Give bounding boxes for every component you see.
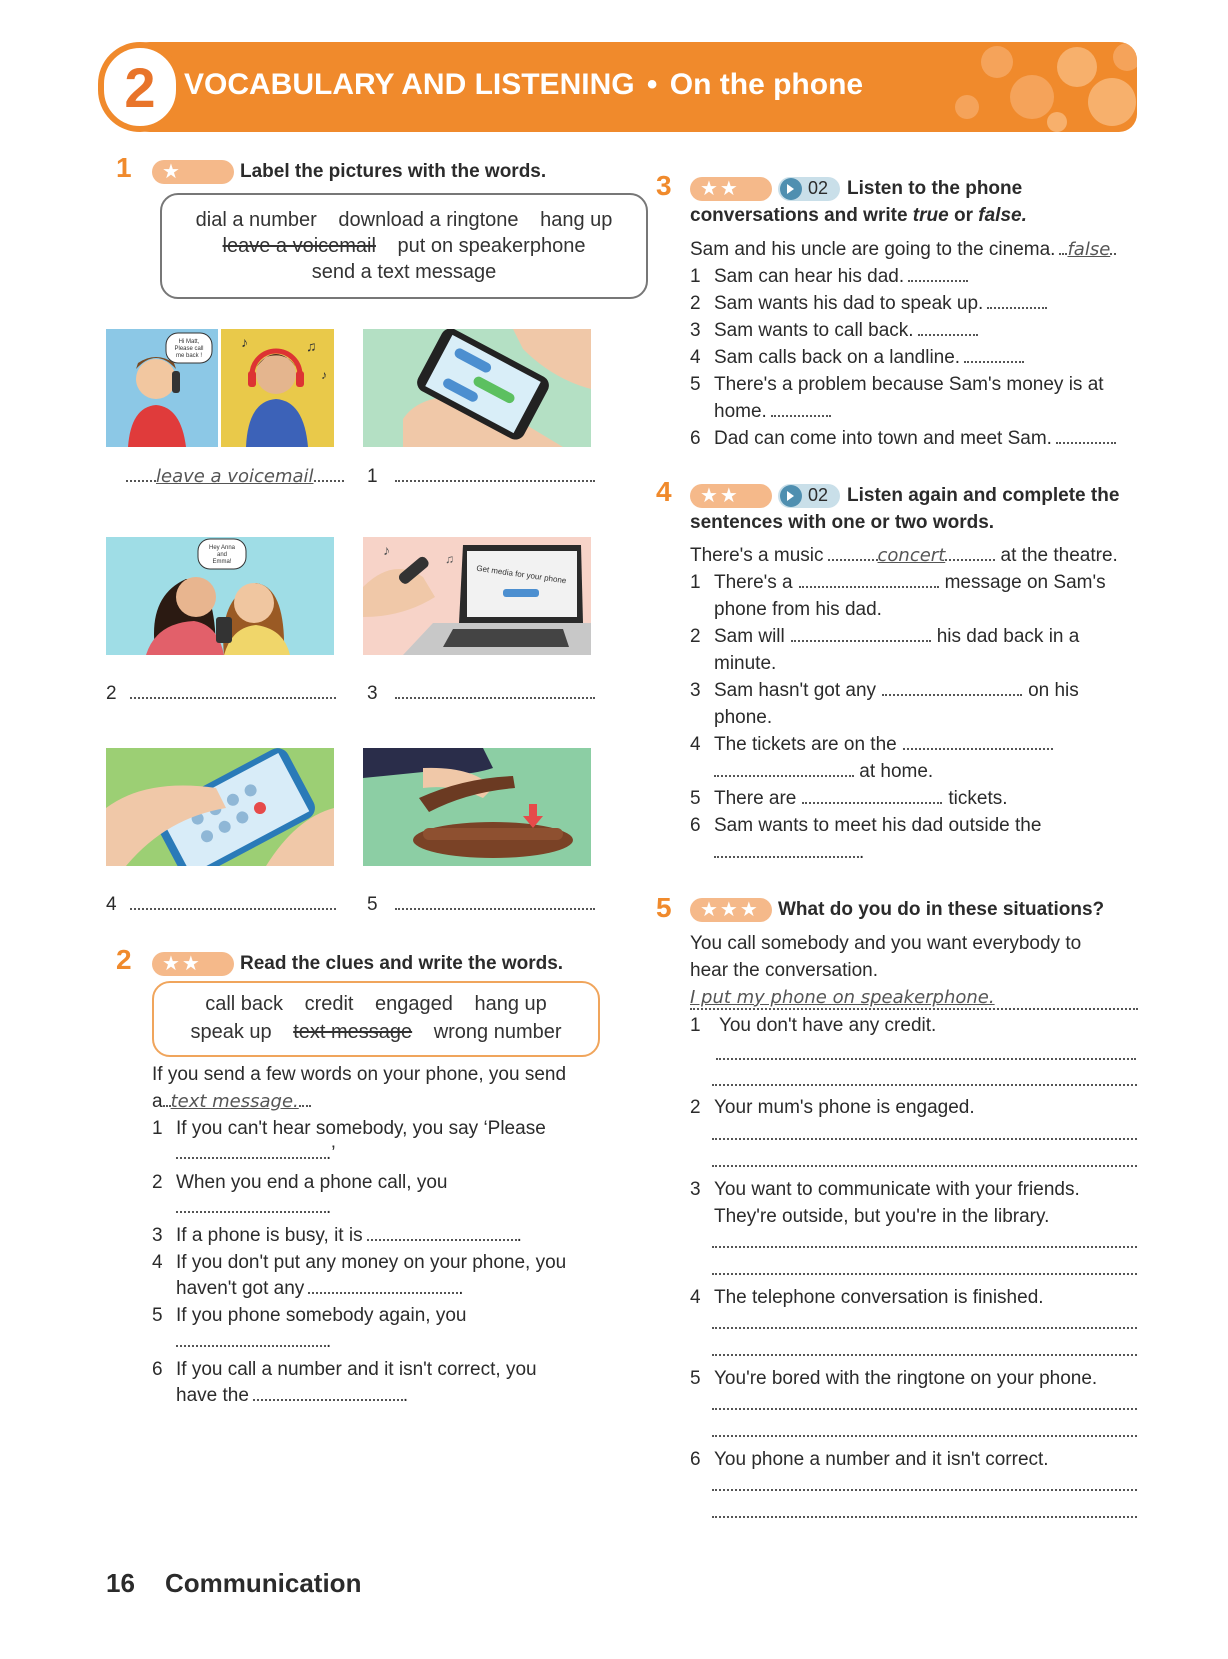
ex1-item-4: [106, 894, 336, 916]
ex3-item-6: 6 Dad can come into town and meet Sam.: [690, 425, 1116, 452]
picture-2-speakerphone: [106, 537, 334, 655]
ex4-item-4: 4 The tickets are on the: [690, 731, 1053, 758]
answer-blank[interactable]: [130, 685, 336, 699]
word-chip: hang up: [540, 209, 613, 231]
svg-text:♫: ♫: [445, 552, 454, 566]
ex5-instruction: What do you do in these situations?: [778, 899, 1105, 920]
svg-text:♪: ♪: [321, 368, 327, 382]
example-answer: I put my phone on speakerphone.: [690, 987, 995, 1008]
ex3-stars: ★★: [690, 177, 772, 201]
answer-blank[interactable]: [918, 322, 978, 336]
ex4-item-4-line2: at home.: [714, 758, 933, 785]
ex1-stars: ★: [152, 160, 234, 184]
answer-line[interactable]: [716, 1058, 1136, 1060]
ex4-example: There's a music concert at the theatre.: [690, 545, 1118, 566]
ex5-number: 5: [656, 892, 672, 923]
section-title: VOCABULARY AND LISTENING: [184, 68, 635, 101]
ex3-item-3: 3 Sam wants to call back.: [690, 317, 978, 344]
ex3-instruction-l1: Listen to the phone: [847, 178, 1023, 199]
unit-number: 2: [98, 42, 182, 132]
ex2-number: 2: [116, 944, 132, 975]
answer-line[interactable]: [712, 1435, 1137, 1437]
ex1-example-label: [126, 466, 344, 488]
title-separator: •: [646, 68, 658, 101]
answer-line[interactable]: [712, 1165, 1137, 1167]
ex2-word-box: [152, 981, 600, 1057]
answer-blank[interactable]: [367, 1227, 517, 1241]
answer-line[interactable]: [712, 1246, 1137, 1248]
picture-4-dial: [106, 748, 334, 866]
decorative-pattern: [937, 42, 1137, 132]
example-answer: leave a voicemail: [156, 466, 314, 487]
ex4-item-1: 1 There's a message on Sam's: [690, 572, 1106, 593]
word-chip: engaged: [375, 993, 453, 1015]
ex3-item-5-line2: home.: [714, 398, 831, 425]
ex2-item-3: 3 If a phone is busy, it is .: [152, 1225, 522, 1246]
ex4-item-6-line2: .: [714, 839, 864, 866]
ex2-item-4-line2: haven't got any .: [176, 1278, 464, 1299]
ex4-item-6: 6 Sam wants to meet his dad outside the: [690, 815, 1042, 836]
ex1-item-3: [367, 683, 595, 705]
ex4-item-2-line2: minute.: [714, 653, 777, 674]
ex2-stars: ★★: [152, 952, 234, 976]
item-number: 1: [367, 466, 378, 487]
answer-blank[interactable]: [395, 896, 595, 910]
answer-blank[interactable]: [130, 896, 336, 910]
answer-blank[interactable]: [308, 1280, 458, 1294]
ex1-item-5: [367, 894, 595, 916]
svg-text:Get media for your phone: Get media for your phone: [475, 563, 567, 586]
ex1-number: 1: [116, 152, 132, 183]
answer-blank[interactable]: [802, 790, 942, 804]
answer-blank[interactable]: [908, 268, 968, 282]
word-chip: speak up: [190, 1021, 272, 1043]
answer-line[interactable]: [712, 1354, 1137, 1356]
word-chip: hang up: [474, 993, 547, 1015]
ex4-stars: ★★: [690, 484, 772, 508]
answer-line[interactable]: [712, 1084, 1137, 1086]
page-title: [184, 68, 863, 102]
ex1-item-1: [367, 466, 595, 488]
ex2-item-6-line2: have the .: [176, 1385, 409, 1406]
picture-1-texting: [363, 329, 591, 447]
ex2-example-line2: a text message.: [152, 1088, 311, 1115]
answer-line[interactable]: [712, 1273, 1137, 1275]
word-chip-used: leave a voicemail: [222, 235, 376, 257]
item-number: 4: [106, 894, 117, 915]
answer-blank[interactable]: [987, 295, 1047, 309]
ex4-instruction-l1: Listen again and complete the: [847, 485, 1120, 506]
answer-line[interactable]: [712, 1516, 1137, 1518]
ex5-item-3-line2: They're outside, but you're in the library.: [714, 1206, 1050, 1227]
svg-text:Emma!: Emma!: [212, 559, 232, 565]
ex5-item-6: 6 You phone a number and it isn't correct.: [690, 1449, 1049, 1470]
svg-text:♪: ♪: [241, 334, 248, 350]
answer-line[interactable]: [712, 1489, 1137, 1491]
bubble-text: Hi Matt,: [178, 339, 200, 345]
word-chip-used: text message: [293, 1021, 413, 1043]
ex4-item-3: 3 Sam hasn't got any on his: [690, 680, 1079, 701]
ex5-item-4: 4 The telephone conversation is finished.: [690, 1287, 1044, 1308]
answer-blank[interactable]: [1056, 430, 1116, 444]
example-answer: false: [1067, 239, 1111, 260]
answer-line[interactable]: [712, 1408, 1137, 1410]
word-chip: send a text message: [311, 261, 497, 283]
ex4-instruction-l2: sentences with one or two words.: [690, 512, 995, 533]
ex3-instruction-l2: conversations and write true or false.: [690, 205, 1027, 226]
word-chip: wrong number: [433, 1021, 562, 1043]
word-chip: call back: [205, 993, 284, 1015]
ex4-number: 4: [656, 476, 672, 507]
svg-text:♪: ♪: [383, 542, 390, 558]
ex5-item-5: 5 You're bored with the ringtone on your phone.: [690, 1368, 1098, 1389]
ex2-example-line1: If you send a few words on your phone, you send: [152, 1064, 567, 1085]
answer-blank[interactable]: [395, 468, 595, 482]
picture-voicemail: [106, 329, 334, 447]
ex5-example-l2: hear the conversation.: [690, 960, 879, 981]
ex5-example-answer-line: [690, 984, 1138, 1010]
ex2-item-5-blank[interactable]: .: [176, 1328, 331, 1355]
ex2-item-1-blank[interactable]: .’: [176, 1140, 336, 1167]
svg-text:me back !: me back !: [175, 353, 203, 359]
svg-text:and: and: [216, 552, 228, 558]
answer-blank[interactable]: [395, 685, 595, 699]
item-number: 2: [106, 683, 117, 704]
answer-line[interactable]: [712, 1138, 1137, 1140]
word-chip: credit: [304, 993, 354, 1015]
ex2-item-4: 4 If you don't put any money on your phone, you: [152, 1252, 567, 1273]
ex1-word-box: [160, 193, 648, 299]
ex3-item-5: 5 There's a problem because Sam's money is at: [690, 374, 1104, 395]
answer-line[interactable]: [712, 1327, 1137, 1329]
ex5-example-l1: You call somebody and you want everybody to: [690, 933, 1082, 954]
example-answer: text message.: [170, 1091, 299, 1112]
ex5-stars: ★★★: [690, 898, 772, 922]
answer-blank[interactable]: [964, 349, 1024, 363]
word-chip: download a ringtone: [338, 209, 519, 231]
svg-text:Please call: Please call: [174, 346, 204, 352]
ex5-item-2: 2 Your mum's phone is engaged.: [690, 1097, 975, 1118]
answer-blank[interactable]: [791, 628, 931, 642]
picture-3-download: [363, 537, 591, 655]
ex1-item-2: [106, 683, 336, 705]
ex4-audio-track[interactable]: 02: [778, 484, 840, 508]
word-chip: put on speakerphone: [397, 235, 586, 257]
audio-play-icon[interactable]: [780, 178, 802, 200]
ex2-item-1: 1 If you can't hear somebody, you say ‘Please: [152, 1118, 546, 1139]
section-subtitle: On the phone: [669, 68, 864, 101]
ex4-item-3-line2: phone.: [714, 707, 773, 728]
ex2-item-2-blank[interactable]: .: [176, 1194, 331, 1221]
ex5-item-1: 1 You don't have any credit.: [690, 1015, 937, 1036]
ex3-number: 3: [656, 170, 672, 201]
ex4-item-5: 5 There are tickets.: [690, 788, 1008, 809]
ex4-item-1-line2: phone from his dad.: [714, 599, 882, 620]
footer-section-title: Communication: [165, 1568, 362, 1598]
ex2-item-5: 5 If you phone somebody again, you: [152, 1305, 467, 1326]
audio-play-icon[interactable]: [780, 485, 802, 507]
answer-blank[interactable]: [253, 1387, 403, 1401]
svg-text:♫: ♫: [306, 338, 317, 354]
ex2-item-2: 2 When you end a phone call, you: [152, 1172, 448, 1193]
item-number: 3: [367, 683, 378, 704]
picture-5-hang-up: [363, 748, 591, 866]
ex3-item-2: 2 Sam wants his dad to speak up.: [690, 290, 1047, 317]
ex3-item-1: 1 Sam can hear his dad.: [690, 263, 968, 290]
example-answer: concert: [877, 545, 946, 566]
answer-blank[interactable]: [714, 763, 854, 777]
ex2-item-6: 6 If you call a number and it isn't correct, you: [152, 1359, 537, 1380]
ex4-item-2: 2 Sam will his dad back in a: [690, 626, 1080, 647]
ex3-example: Sam and his uncle are going to the cinema. false: [690, 236, 1116, 263]
answer-blank[interactable]: [771, 403, 831, 417]
word-chip: dial a number: [195, 209, 317, 231]
answer-blank[interactable]: [903, 736, 1053, 750]
ex1-instruction: Label the pictures with the words.: [240, 161, 547, 182]
ex3-item-4: 4 Sam calls back on a landline.: [690, 344, 1024, 371]
svg-text:Hey Anna: Hey Anna: [208, 545, 236, 551]
answer-blank[interactable]: [882, 682, 1022, 696]
ex3-audio-track[interactable]: 02: [778, 177, 840, 201]
answer-blank[interactable]: [714, 844, 859, 858]
page-number: 16: [106, 1568, 135, 1598]
ex5-item-3: 3 You want to communicate with your friends.: [690, 1179, 1080, 1200]
item-number: 5: [367, 894, 378, 915]
answer-blank[interactable]: [799, 574, 939, 588]
ex2-instruction: Read the clues and write the words.: [240, 953, 564, 974]
